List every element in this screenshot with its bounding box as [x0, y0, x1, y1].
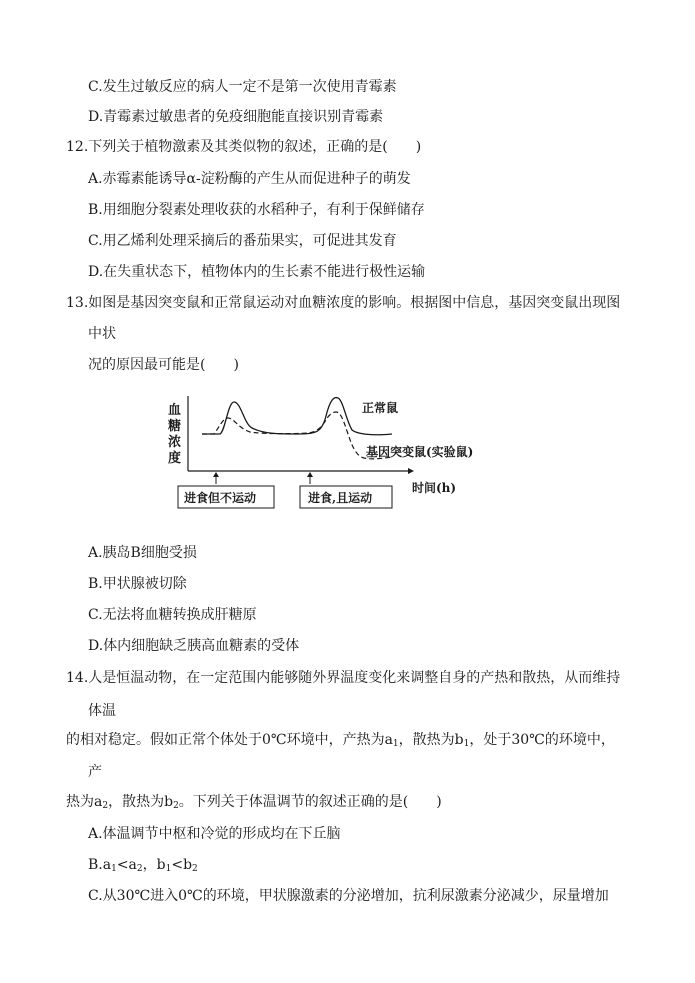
blood-glucose-figure: [160, 388, 500, 518]
y-label-char: 度: [168, 451, 182, 466]
subscript: 2: [136, 864, 143, 874]
x-axis-arrow: [408, 468, 414, 474]
q13-stem-line1: 13.如图是基因突变鼠和正常鼠运动对血糖浓度的影响。根据图中信息，基因突变鼠出现图: [66, 295, 621, 311]
q14-stem-line4: 产: [88, 764, 102, 780]
q13-stem-line2: 中状: [88, 326, 116, 342]
event-arrowhead-2: [307, 472, 313, 477]
text-run: <a: [116, 857, 137, 873]
q14-stem-line3: [66, 731, 615, 753]
event-arrowhead-1: [213, 472, 219, 477]
x-axis-label: 时间(h): [412, 481, 457, 495]
q13-option-b: B.甲状腺被切除: [88, 576, 187, 592]
q13-stem-line3: 况的原因最可能是( ): [88, 357, 239, 373]
q14-option-b: [88, 856, 198, 878]
text-run: 的相对稳定。假如正常个体处于0℃环境中，产热为a: [66, 732, 393, 748]
q14-option-a: A.体温调节中枢和冷觉的形成均在下丘脑: [88, 826, 341, 842]
subscript: 2: [173, 801, 179, 811]
event-label-1: 进食但不运动: [184, 491, 257, 505]
text-run: B.a: [88, 857, 112, 873]
text-run: <b: [171, 857, 193, 873]
prev-option-c: C.发生过敏反应的病人一定不是第一次使用青霉素: [88, 79, 397, 95]
subscript: 2: [192, 864, 198, 874]
subscript: 1: [392, 739, 399, 749]
legend-normal-mouse: 正常鼠: [362, 401, 399, 415]
y-axis-label: [167, 402, 181, 466]
text-run: 。下列关于体温调节的叙述正确的是( ): [178, 794, 442, 810]
q13-option-a: A.胰岛B细胞受损: [88, 545, 197, 561]
q13-option-c: C.无法将血糖转换成肝糖原: [88, 607, 257, 623]
text-run: ，处于30℃的环境中，: [469, 732, 615, 748]
prev-option-d: D.青霉素过敏患者的免疫细胞能直接识别青霉素: [88, 109, 384, 125]
legend-mutant-mouse: 基因突变鼠(实验鼠): [366, 445, 474, 459]
q14-stem-line5: [66, 793, 442, 815]
q12-option-c: C.用乙烯利处理采摘后的番茄果实，可促进其发育: [88, 233, 397, 249]
subscript: 2: [102, 801, 109, 811]
event-label-2: 进食,且运动: [308, 491, 373, 505]
q14-option-c: C.从30℃进入0℃的环境，甲状腺激素的分泌增加，抗利尿激素分泌减少，尿量增加: [88, 888, 609, 904]
text-run: ，散热为b: [398, 732, 464, 748]
subscript: 1: [463, 739, 470, 749]
y-label-char: 浓: [168, 435, 182, 450]
q13-option-d: D.体内细胞缺乏胰高血糖素的受体: [88, 638, 300, 654]
q12-option-a: A.赤霉素能诱导α-淀粉酶的产生从而促进种子的萌发: [88, 171, 411, 187]
y-label-char: 血: [168, 403, 182, 418]
q12-option-b: B.用细胞分裂素处理收获的水稻种子，有利于保鲜储存: [88, 202, 425, 218]
q14-stem-line2: 体温: [88, 703, 116, 719]
mutant-mouse-curve: [202, 412, 392, 459]
text-run: ，散热为b: [108, 794, 174, 810]
subscript: 1: [111, 864, 117, 874]
q12-option-d: D.在失重状态下，植物体内的生长素不能进行极性运输: [88, 264, 426, 280]
q12-stem: 12.下列关于植物激素及其类似物的叙述，正确的是( ): [66, 139, 422, 155]
y-label-char: 糖: [168, 419, 182, 434]
text-run: 热为a: [66, 794, 103, 810]
q14-stem-line1: 14.人是恒温动物，在一定范围内能够随外界温度变化来调整自身的产热和散热，从而维持: [66, 670, 621, 686]
text-run: ，b: [142, 857, 166, 873]
subscript: 1: [165, 864, 172, 874]
